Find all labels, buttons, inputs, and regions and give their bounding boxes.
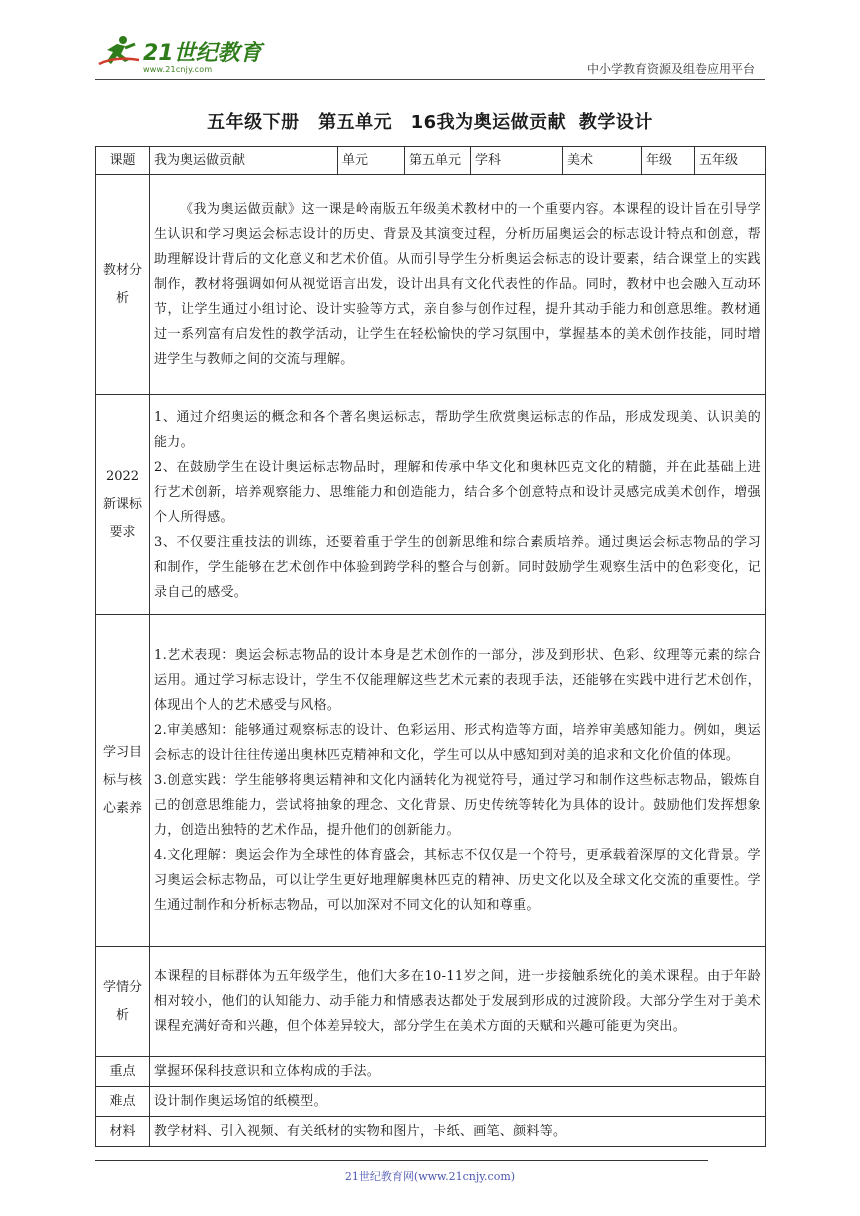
footer-source: 21世纪教育网(www.21cnjy.com) <box>344 1170 516 1183</box>
standard-text <box>150 395 766 615</box>
footer-divider <box>95 1160 708 1161</box>
material-analysis-label: 教材分析 <box>96 175 150 395</box>
goals-label: 学习目标与核心素养 <box>96 615 150 947</box>
student-analysis-row <box>96 947 766 1057</box>
topic-label: 课题 <box>96 147 150 175</box>
topic-value: 我为奥运做贡献 <box>150 147 338 175</box>
grade-label: 年级 <box>642 147 695 175</box>
standard-row <box>96 395 766 615</box>
student-analysis-text: 本课程的目标群体为五年级学生，他们大多在10-11岁之间，进一步接触系统化的美术课程。由于年龄相对较小，他们的认知能力、动手能力和情感表达都处于发展到形成的过渡阶段。大部分学生对于美术课程充满好奇和兴趣，但个体差异较大，部分学生在美术方面的天赋和兴趣可能更为突出。 <box>150 947 766 1057</box>
page-header <box>95 30 765 80</box>
lesson-plan-table <box>95 146 766 1147</box>
focus-row <box>96 1057 766 1087</box>
difficulty-label: 难点 <box>96 1087 150 1117</box>
unit-label: 单元 <box>338 147 405 175</box>
goal-item: 3.创意实践：学生能够将奥运精神和文化内涵转化为视觉符号，通过学习和制作这些标志物品，锻炼自己的创意思维能力，尝试将抽象的理念、文化背景、历史传统等转化为具体的设计。鼓励他们发挥想象力，创造出独特的艺术作品，提升他们的创新能力。 <box>154 773 761 838</box>
goal-item: 1.艺术表现：奥运会标志物品的设计本身是艺术创作的一部分，涉及到形状、色彩、纹理等元素的综合运用。通过学习标志设计，学生不仅能理解这些艺术元素的表现手法，还能够在实践中进行艺术创作，体现出个人的艺术感受与风格。 <box>154 648 761 713</box>
goals-row <box>96 615 766 947</box>
logo <box>95 34 265 76</box>
material-analysis-row <box>96 175 766 395</box>
grade-value: 五年级 <box>695 147 766 175</box>
logo-tagline: www.21cnjy.com <box>143 65 213 74</box>
focus-text: 掌握环保科技意识和立体构成的手法。 <box>150 1057 766 1087</box>
student-analysis-label: 学情分析 <box>96 947 150 1057</box>
standard-item: 3、不仅要注重技法的训练，还要着重于学生的创新思维和综合素质培养。通过奥运会标志物品的学习和制作，学生能够在艺术创作中体验到跨学科的整合与创新。同时鼓励学生观察生活中的色彩变化，记录自己的感受。 <box>154 534 761 600</box>
platform-name: 中小学教育资源及组卷应用平台 <box>586 62 755 76</box>
standard-item: 1、通过介绍奥运的概念和各个著名奥运标志，帮助学生欣赏奥运标志的作品，形成发现美、认识美的能力。 <box>154 409 761 450</box>
standard-label: 2022新课标要求 <box>96 395 150 615</box>
focus-label: 重点 <box>96 1057 150 1087</box>
difficulty-row <box>96 1087 766 1117</box>
goals-text <box>150 615 766 947</box>
goal-item: 4.文化理解：奥运会作为全球性的体育盛会，其标志不仅仅是一个符号，更承载着深厚的文化背景。学习奥运会标志物品，可以让学生更好地理解奥林匹克的精神、历史文化以及全球文化交流的重要性。学生通过制作和分析标志物品，可以加深对不同文化的认知和尊重。 <box>154 848 761 913</box>
standard-item: 2、在鼓励学生在设计奥运标志物品时，理解和传承中华文化和奥林匹克文化的精髓，并在此基础上进行艺术创新，培养观察能力、思维能力和创造能力，结合多个创意特点和设计灵感完成美术创作，增强个人所得感。 <box>154 459 761 525</box>
logo-text: 21世纪教育 <box>143 41 262 66</box>
subject-value: 美术 <box>563 147 642 175</box>
goal-item: 2.审美感知：能够通过观察标志的设计、色彩运用、形式构造等方面，培养审美感知能力。例如，奥运会标志的设计往往传递出奥林匹克精神和文化，学生可以从中感知到对美的追求和文化价值的体现。 <box>154 723 761 763</box>
page-title: 五年级下册 第五单元 16我为奥运做贡献 教学设计 <box>207 112 653 133</box>
info-row <box>96 147 766 175</box>
materials-label: 材料 <box>96 1117 150 1147</box>
difficulty-text: 设计制作奥运场馆的纸模型。 <box>150 1087 766 1117</box>
materials-row <box>96 1117 766 1147</box>
subject-label: 学科 <box>471 147 563 175</box>
unit-value: 第五单元 <box>405 147 471 175</box>
header-divider <box>95 79 765 80</box>
material-analysis-text: 《我为奥运做贡献》这一课是岭南版五年级美术教材中的一个重要内容。本课程的设计旨在引导学生认识和学习奥运会标志设计的历史、背景及其演变过程，分析历届奥运会的标志设计特点和创意，帮助理解设计背后的文化意义和艺术价值。从而引导学生分析奥运会标志的设计要素，结合课堂上的实践制作，教材将强调如何从视觉语言出发，设计出具有文化代表性的作品。同时，教材中也会融入互动环节，让学生通过小组讨论、设计实验等方式，亲自参与创作过程，提升其动手能力和创意思维。教材通过一系列富有启发性的教学活动，让学生在轻松愉快的学习氛围中，掌握基本的美术创作技能，同时增进学生与教师之间的交流与理解。 <box>150 175 766 395</box>
materials-text: 教学材料、引入视频、有关纸材的实物和图片，卡纸、画笔、颜料等。 <box>150 1117 766 1147</box>
